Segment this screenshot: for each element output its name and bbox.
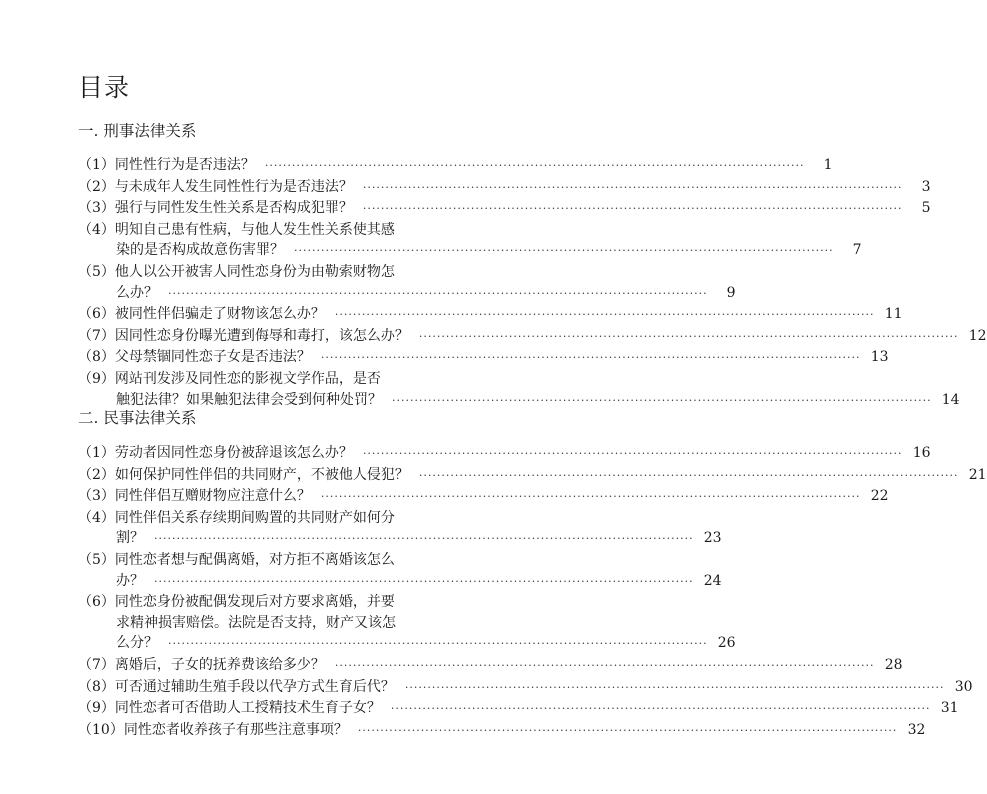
toc-entry[interactable] [78,655,903,677]
toc-page-number: 5 [921,200,931,217]
toc-entry[interactable] [78,550,722,592]
toc-entry-title: 与未成年人发生同性性行为是否违法？ [114,178,353,195]
toc-entry-title: 么分？ [116,635,158,652]
toc-page-number: 24 [703,572,722,589]
toc-entry-title: 割？ [116,530,144,547]
toc-entry[interactable] [78,220,862,262]
section-title-criminal: 一. 刑事法律关系 [78,122,197,140]
toc-entry-number: （5） [78,263,115,280]
toc-entry-number: （3） [78,488,115,505]
toc-entry-number: （6） [78,594,115,611]
toc-entry[interactable] [78,592,736,655]
dot-leader: ························································································································ [418,329,959,343]
toc-entry[interactable] [78,698,959,720]
toc-entry-title: 如何保护同性伴侣的共同财产，不被他人侵犯？ [114,466,409,483]
toc-entry-number: （7） [78,656,115,673]
toc-entry-title: 同性恋身份被配偶发现后对方要求离婚，并要 [114,594,395,611]
toc-page-number: 1 [823,157,833,173]
toc-page-number: 26 [717,635,736,652]
toc-page-number: 13 [870,349,889,366]
dot-leader: ························································································································ [362,202,903,216]
section-title-civil: 二. 民事法律关系 [78,409,197,427]
toc-page-number: 16 [912,445,931,461]
toc-entry-title: 离婚后，子女的抚养费该给多少？ [114,656,325,673]
toc-entry[interactable] [78,677,973,699]
toc-entry[interactable] [78,155,833,177]
toc-entry-title: 触犯法律？如果触犯法律会受到何种处罚？ [116,391,382,408]
toc-page-number: 14 [941,391,960,408]
toc-entry-number: （6） [78,306,115,323]
toc-entry[interactable] [78,720,926,742]
toc-list-civil [78,443,987,741]
dot-leader: ························································································································ [168,286,708,300]
toc-entry[interactable] [78,326,987,348]
toc-page-number: 28 [884,656,903,673]
dot-leader: ························································································································ [392,393,932,407]
toc-entry[interactable] [78,347,889,369]
toc-entry-title: 因同性恋身份曝光遭到侮辱和毒打，该怎么办？ [114,327,409,344]
toc-entry-title: 可否通过辅助生殖手段以代孕方式生育后代？ [114,678,395,695]
toc-page-number: 31 [940,700,959,717]
toc-page-number: 9 [726,284,736,301]
dot-leader: ························································································································ [334,658,875,672]
toc-entry-number: （9） [78,370,115,387]
toc-entry[interactable] [78,369,960,411]
toc-entry-title: 办？ [116,572,144,589]
toc-page-number: 11 [884,306,903,323]
toc-entry-title: 被同性伴侣骗走了财物该怎么办？ [114,306,325,323]
toc-entry-title: 同性恋者想与配偶离婚，对方拒不离婚该怎么 [114,551,395,568]
toc-entry-number: （8） [78,349,115,366]
toc-entry-title: 父母禁锢同性恋子女是否违法？ [114,349,311,366]
dot-leader: ························································································································ [362,180,903,194]
toc-entry-number: （10） [78,721,124,738]
toc-page-number: 12 [968,327,987,344]
toc-entry[interactable] [78,177,931,199]
toc-entry-title: 同性性行为是否违法？ [114,157,255,173]
toc-entry-title: 强行与同性发生性关系是否构成犯罪？ [114,200,353,217]
dot-leader: ························································································································ [404,680,945,694]
toc-entry[interactable] [78,262,736,304]
dot-leader: ························································································································ [362,447,903,460]
dot-leader: ························································································································ [320,490,861,504]
toc-entry-number: （9） [78,700,115,717]
dot-leader: ························································································································ [154,532,694,546]
dot-leader: ························································································································ [357,723,898,737]
toc-page-number: 30 [954,678,973,695]
toc-page-number: 23 [703,530,722,547]
toc-entry[interactable] [78,486,889,508]
dot-leader: ························································································································ [294,244,834,258]
dot-leader: ························································································································ [334,308,875,322]
toc-page-number: 21 [968,466,987,483]
toc-entry-number: （4） [78,509,115,526]
toc-entry-number: （5） [78,551,115,568]
dot-leader: ························································································································ [168,637,708,651]
toc-entry-number: （7） [78,327,115,344]
toc-page-number: 3 [921,178,931,195]
dot-leader: ························································································································ [320,351,861,365]
page-title: 目录 [78,73,131,102]
toc-entry-number: （1） [78,445,115,461]
dot-leader: ························································································································ [418,468,959,482]
toc-entry[interactable] [78,443,931,465]
toc-page-number: 32 [907,721,926,738]
toc-entry-title: 他人以公开被害人同性恋身份为由勒索财物怎 [114,263,395,280]
toc-entry[interactable] [78,508,722,550]
toc-entry-number: （8） [78,678,115,695]
dot-leader: ························································································································ [154,574,694,588]
toc-entry-number: （2） [78,178,115,195]
toc-entry[interactable] [78,465,987,487]
toc-entry-number: （2） [78,466,115,483]
toc-entry-title: 同性伴侣互赠财物应注意什么？ [114,488,311,505]
toc-entry-title: 求精神损害赔偿。法院是否支持，财产又该怎 [116,614,396,631]
toc-entry-title: 劳动者因同性恋身份被辞退该怎么办？ [114,445,353,461]
toc-entry-title: 同性恋者可否借助人工授精技术生育子女？ [114,700,381,717]
toc-entry[interactable] [78,198,931,220]
toc-list-criminal [78,155,987,411]
dot-leader: ························································································································ [390,702,931,716]
toc-page-number: 22 [870,488,889,505]
toc-entry-number: （1） [78,157,115,173]
toc-page-number: 7 [852,242,862,259]
toc-entry-title: 同性伴侣关系存续期间购置的共同财产如何分 [114,509,395,526]
toc-entry-number: （4） [78,221,115,238]
toc-entry-title: 网站刊发涉及同性恋的影视文学作品，是否 [114,370,381,387]
toc-entry-title: 明知自己患有性病，与他人发生性关系使其感 [114,221,395,238]
toc-entry[interactable] [78,304,903,326]
toc-entry-title: 同性恋者收养孩子有那些注意事项？ [123,721,348,738]
toc-entry-title: 染的是否构成故意伤害罪？ [116,242,284,259]
toc-entry-number: （3） [78,200,115,217]
toc-entry-title: 么办？ [116,284,158,301]
dot-leader: ························································································································ [264,159,805,172]
